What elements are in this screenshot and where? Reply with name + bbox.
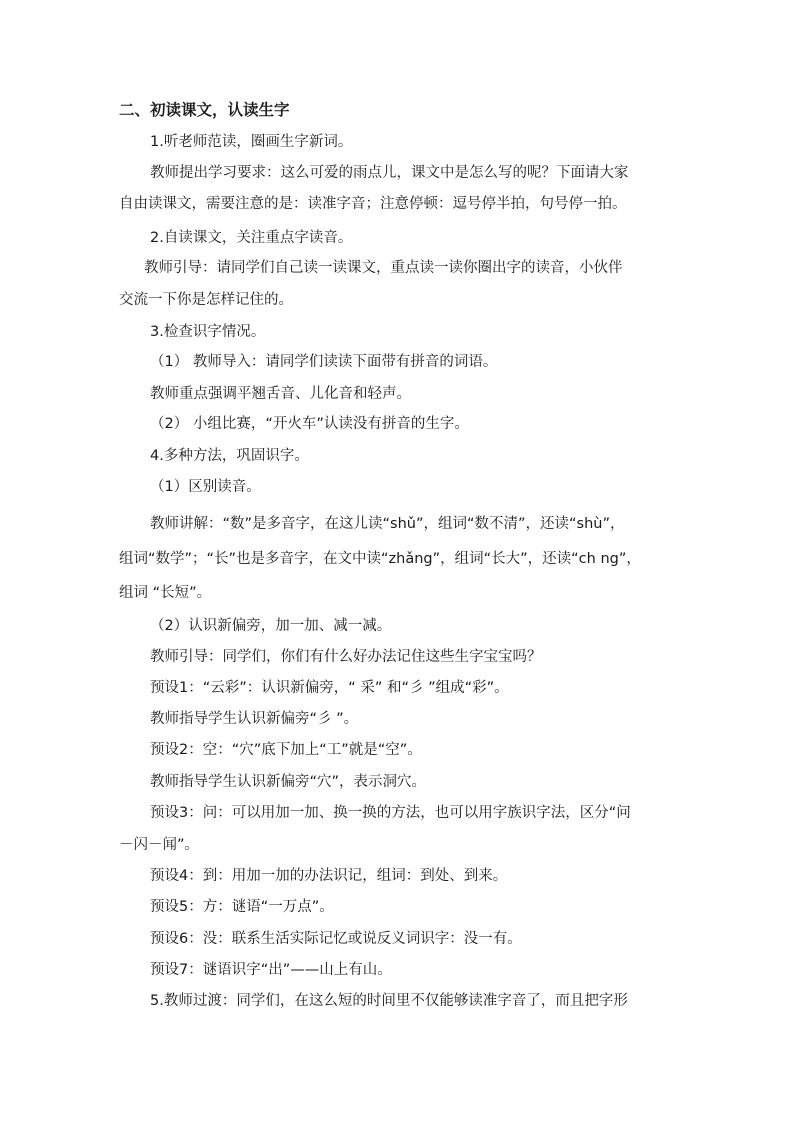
paragraph-line: 预设3：问：可以用加一加、换一换的方法，也可以用字族识字法，区分“问 bbox=[150, 805, 631, 821]
paragraph-line: 交流一下你是怎样记住的。 bbox=[119, 292, 293, 308]
paragraph-line: 2.自读课文，关注重点字读音。 bbox=[150, 230, 353, 246]
paragraph-line: 教师讲解：“数”是多音字，在这儿读“shǔ”，组词“数不清”，还读“shù”， bbox=[150, 516, 625, 532]
paragraph-line: 4.多种方法，巩固识字。 bbox=[150, 448, 309, 464]
paragraph-line: 教师指导学生认识新偏旁“穴”，表示洞穴。 bbox=[150, 774, 427, 790]
paragraph-line: 预设2：空：“穴”底下加上“工”就是“空”。 bbox=[150, 742, 422, 758]
paragraph-line: 组词 “长短”。 bbox=[119, 585, 212, 601]
paragraph-line: 预设5：方：谜语“一万点”。 bbox=[150, 899, 334, 915]
paragraph-line: 预设6：没：联系生活实际记忆或说反义词识字：没一有。 bbox=[150, 931, 522, 947]
paragraph-line: （1） 教师导入：请同学们读读下面带有拼音的词语。 bbox=[150, 354, 498, 370]
paragraph-line: （1）区别读音。 bbox=[150, 479, 261, 495]
paragraph-line: 教师引导：请同学们自己读一读课文，重点读一读你圈出字的读音，小伙伴 bbox=[144, 260, 623, 276]
section-heading: 二、初读课文，认读生字 bbox=[119, 101, 290, 119]
paragraph-line: （2）认识新偏旁，加一加、减一减。 bbox=[150, 618, 392, 634]
paragraph-line: 教师引导：同学们，你们有什么好办法记住这些生字宝宝吗？ bbox=[150, 649, 542, 665]
paragraph-line: 5.教师过渡：同学们，在这么短的时间里不仅能够读准字音了，而且把字形 bbox=[150, 993, 628, 1009]
paragraph-line: 教师提出学习要求：这么可爱的雨点儿，课文中是怎么写的呢？下面请大家 bbox=[150, 165, 629, 181]
paragraph-line: 预设1：“云彩”：认识新偏旁，“ 采” 和“彡 ”组成“彩”。 bbox=[150, 680, 509, 696]
paragraph-line: 教师指导学生认识新偏旁“彡 ”。 bbox=[150, 711, 359, 727]
paragraph-line: 自由读课文，需要注意的是：读准字音；注意停顿：逗号停半拍，句号停一拍。 bbox=[119, 196, 627, 212]
paragraph-line: 预设4：到：用加一加的办法识记，组词：到处、到来。 bbox=[150, 868, 508, 884]
paragraph-line: 3.检查识字情况。 bbox=[150, 324, 266, 340]
paragraph-line: （2） 小组比赛，“开火车”认读没有拼音的生字。 bbox=[150, 416, 469, 432]
paragraph-line: 教师重点强调平翘舌音、儿化音和轻声。 bbox=[150, 386, 411, 402]
paragraph-line: 预设7：谜语识字“出”——山上有山。 bbox=[150, 962, 392, 978]
paragraph-line: 组词“数学”；“长”也是多音字，在文中读“zhǎng”，组词“长大”，还读“ch ng”， bbox=[119, 551, 641, 567]
paragraph-line: 1.听老师范读，圈画生字新词。 bbox=[150, 134, 353, 150]
paragraph-line: －闪－闻”。 bbox=[119, 837, 200, 853]
